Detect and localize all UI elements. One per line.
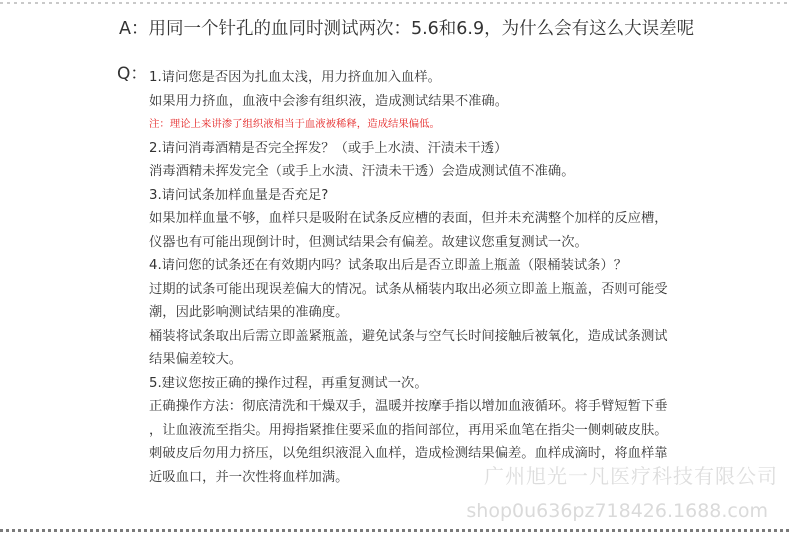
bottom-dotted-divider bbox=[0, 529, 790, 532]
answer-line: 2.请问消毒酒精是否完全挥发？（或手上水渍、汗渍未干透） bbox=[149, 140, 508, 156]
answer-line: 如果加样血量不够，血样只是吸附在试条反应槽的表面，但并未充满整个加样的反应槽， bbox=[149, 211, 668, 226]
answer-line: 如果用力挤血，血液中会渗有组织液，造成测试结果不准确。 bbox=[149, 93, 509, 109]
answer-line: 桶装将试条取出后需立即盖紧瓶盖，避免试条与空气长时间接触后被氧化，造成试条测试 bbox=[149, 328, 668, 344]
answer-body bbox=[149, 66, 729, 489]
answer-line: 近吸血口，并一次性将血样加满。 bbox=[149, 469, 349, 485]
answer-line: 1.请问您是否因为扎血太浅，用力挤血加入血样。 bbox=[149, 70, 441, 85]
answer-line: 消毒酒精未挥发完全（或手上水渍、汗渍未干透）会造成测试值不准确。 bbox=[149, 164, 575, 179]
answer-line: 正确操作方法：彻底清洗和干燥双手，温暖并按摩手指以增加血液循环。将手臂短暂下垂 bbox=[149, 399, 668, 414]
answer-line: 3.请问试条加样血量是否充足? bbox=[149, 187, 329, 203]
answer-line: 结果偏差较大。 bbox=[149, 352, 243, 367]
answer-line: 5.建议您按正确的操作过程，再重复测试一次。 bbox=[149, 375, 428, 391]
answer-note-line: 注：理论上来讲渗了组织液相当于血液被稀释，造成结果偏低。 bbox=[149, 118, 440, 130]
answer-line: 仪器也有可能出现倒计时，但测试结果会有偏差。故建议您重复测试一次。 bbox=[149, 234, 588, 250]
answer-line: 4.请问您的试条还在有效期内吗？试条取出后是否立即盖上瓶盖（限桶装试条）？ bbox=[149, 258, 628, 273]
answer-line: 潮，因此影响测试结果的准确度。 bbox=[149, 305, 349, 320]
answer-label: Q： bbox=[117, 64, 148, 84]
answer-line: 刺破皮后勿用力挤压，以免组织液混入血样，造成检测结果偏差。血样成滴时，将血样靠 bbox=[149, 446, 668, 461]
question-title: A：用同一个针孔的血同时测试两次：5.6和6.9，为什么会有这么大误差呢 bbox=[119, 19, 695, 39]
watermark-url: shop0u636pz718426.1688.com bbox=[466, 500, 768, 522]
top-dotted-divider bbox=[0, 2, 790, 4]
answer-line: 过期的试条可能出现误差偏大的情况。试条从桶装内取出必须立即盖上瓶盖，否则可能受 bbox=[149, 281, 668, 297]
watermark-company: 广州旭光一凡医疗科技有限公司 bbox=[484, 464, 778, 488]
answer-line: ，让血液流至指尖。用拇指紧推住要采血的指间部位，再用采血笔在指尖一侧刺破皮肤。 bbox=[149, 422, 668, 438]
